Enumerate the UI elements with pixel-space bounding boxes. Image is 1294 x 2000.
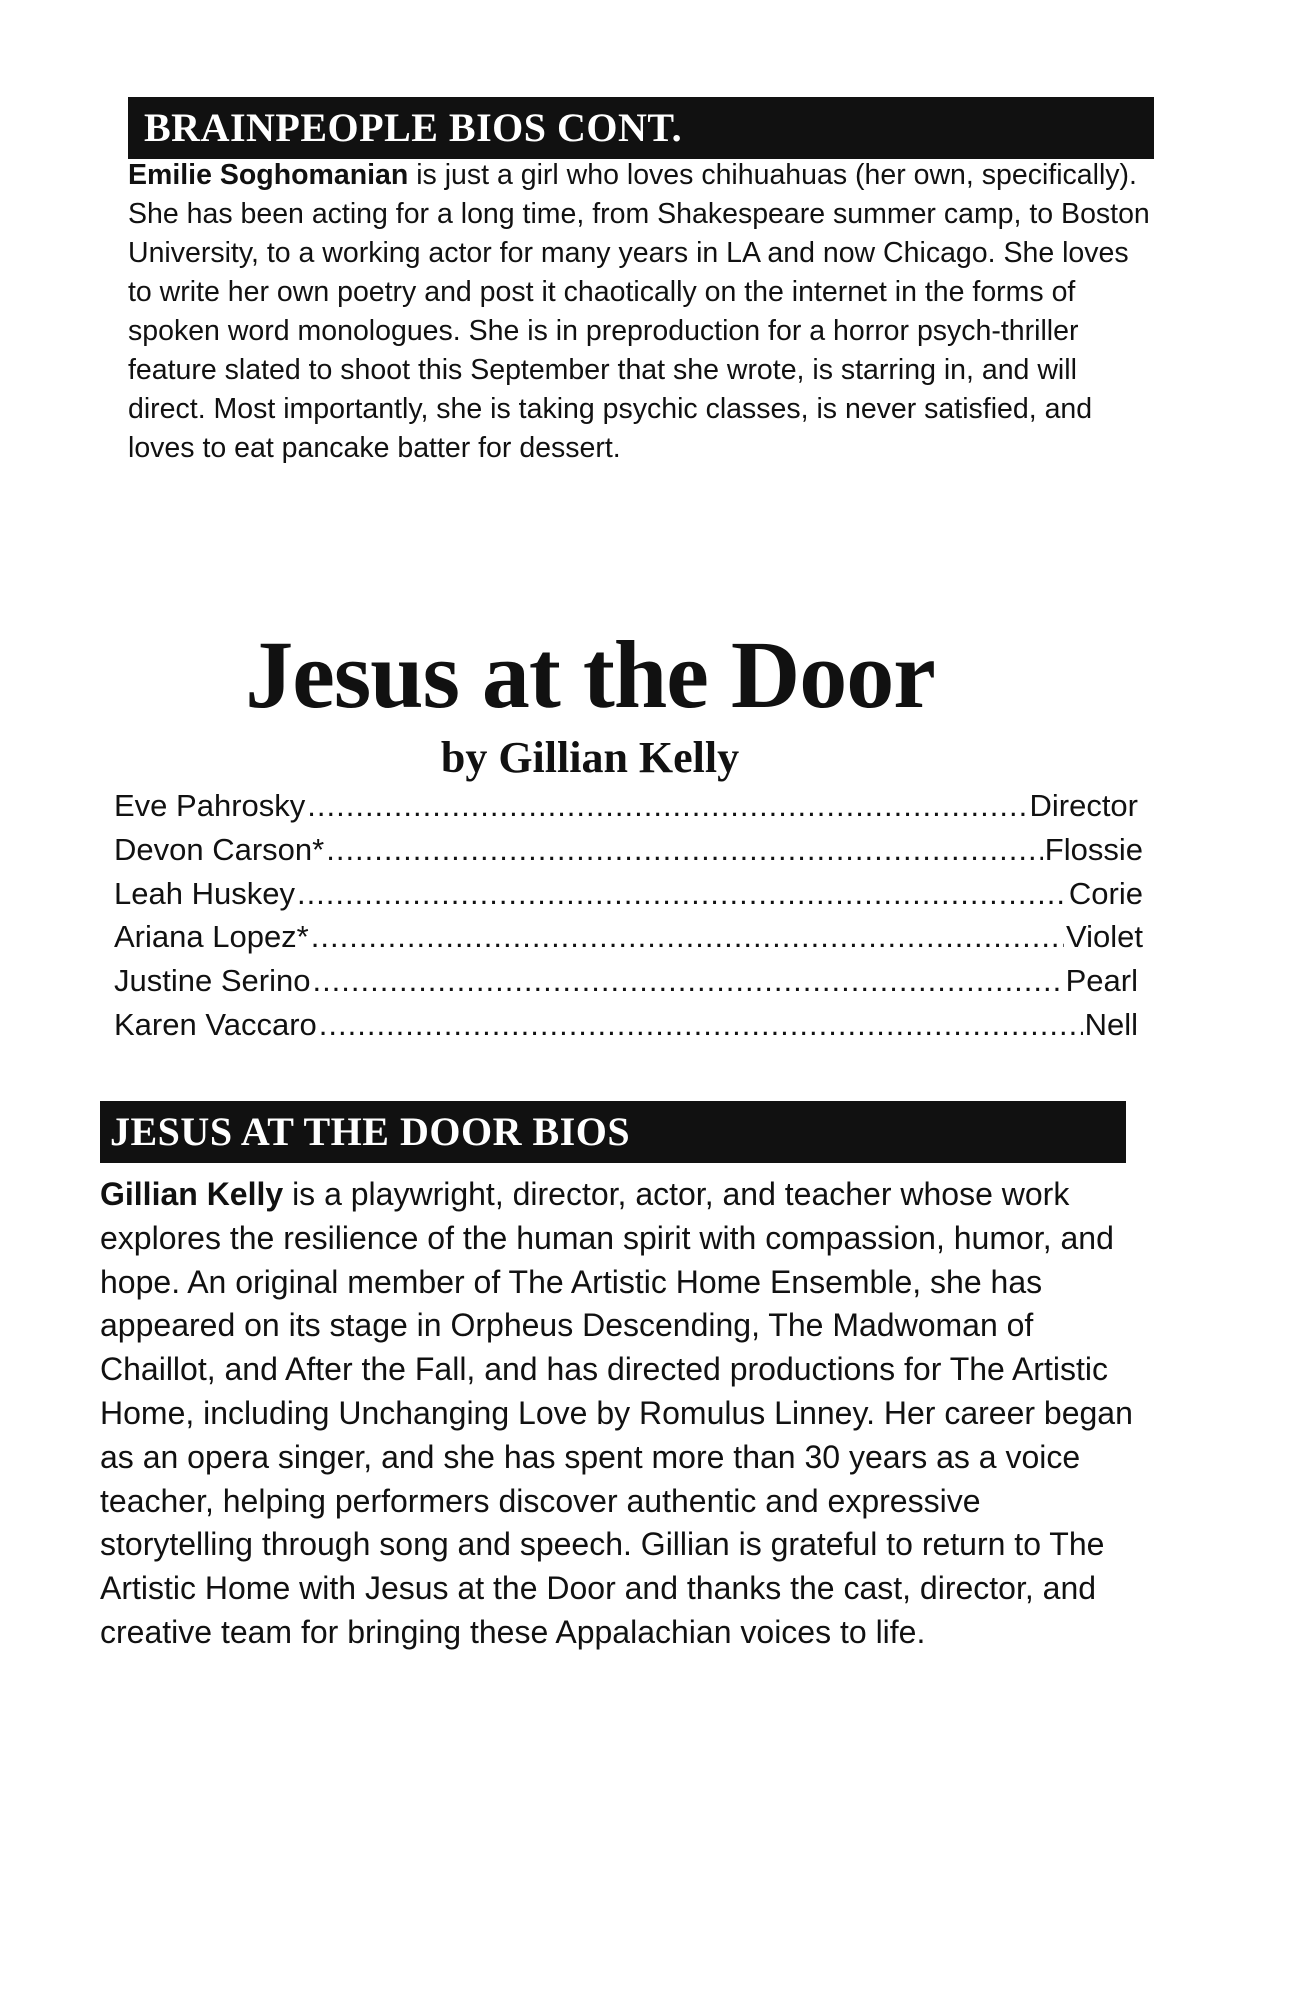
cast-row — [114, 872, 1143, 916]
cast-name: Devon Carson* — [114, 831, 325, 867]
cast-name: Justine Serino — [114, 963, 311, 999]
cast-role: Violet — [1066, 919, 1143, 955]
cast-role: Corie — [1068, 875, 1143, 911]
cast-name: Leah Huskey — [114, 875, 295, 911]
dot-leader — [311, 915, 1064, 959]
cast-role: Flossie — [1044, 831, 1143, 867]
play-title: Jesus at the Door — [245, 621, 935, 728]
cast-name: Karen Vaccaro — [114, 1006, 317, 1042]
dot-leader — [326, 828, 1043, 872]
cast-row — [114, 1003, 1138, 1047]
bio-text: is just a girl who loves chihuahuas (her own, specifically). She has been acting for a long time, from Shakespeare summer camp, to Boston University, to a working actor for many years in LA and now Chicago. She loves to write her own poetry and post it chaotically on the internet in the forms of spoken word monologues. She is in preproduction for a horror psych-thriller feature slated to shoot this September that she wrote, is starring in, and will direct. Most importantly, she is taking psychic classes, is never satisfied, and loves to eat pancake batter for dessert. — [128, 159, 1150, 464]
jesus-at-the-door-bios-heading: JESUS AT THE DOOR BIOS — [100, 1101, 1126, 1163]
dot-leader — [312, 959, 1063, 1003]
emilie-soghomanian-bio — [128, 156, 1158, 468]
cast-role: Nell — [1084, 1006, 1138, 1042]
cast-row — [114, 828, 1143, 872]
cast-name: Ariana Lopez* — [114, 919, 309, 955]
dot-leader — [297, 872, 1067, 916]
bio-name: Emilie Soghomanian — [128, 159, 409, 191]
dot-leader — [319, 1003, 1083, 1047]
play-byline: by Gillian Kelly — [440, 733, 740, 782]
dot-leader — [307, 784, 1027, 828]
cast-row — [114, 915, 1143, 959]
cast-name: Eve Pahrosky — [114, 788, 306, 823]
cast-role: Director — [1029, 788, 1138, 823]
cast-role: Pearl — [1065, 963, 1138, 999]
cast-list — [114, 784, 1143, 1047]
cast-row — [114, 959, 1138, 1003]
bio-name: Gillian Kelly — [100, 1176, 284, 1212]
gillian-kelly-bio — [100, 1173, 1140, 1655]
cast-row — [114, 784, 1138, 828]
brainpeople-bios-heading: BRAINPEOPLE BIOS CONT. — [128, 97, 1154, 159]
bio-text: is a playwright, director, actor, and teacher whose work explores the resilience of the human spirit with compassion, humor, and hope. An original member of The Artistic Home Ensemble, she has appeared on its stage in Orpheus Descending, The Madwoman of Chaillot, and After the Fall, and has directed productions for The Artistic Home, including Unchanging Love by Romulus Linney. Her career began as an opera singer, and she has spent more than 30 years as a voice teacher, helping performers discover authentic and expressive storytelling through song and speech. Gillian is grateful to return to The Artistic Home with Jesus at the Door and thanks the cast, director, and creative team for bringing these Appalachian voices to life. — [100, 1176, 1133, 1650]
